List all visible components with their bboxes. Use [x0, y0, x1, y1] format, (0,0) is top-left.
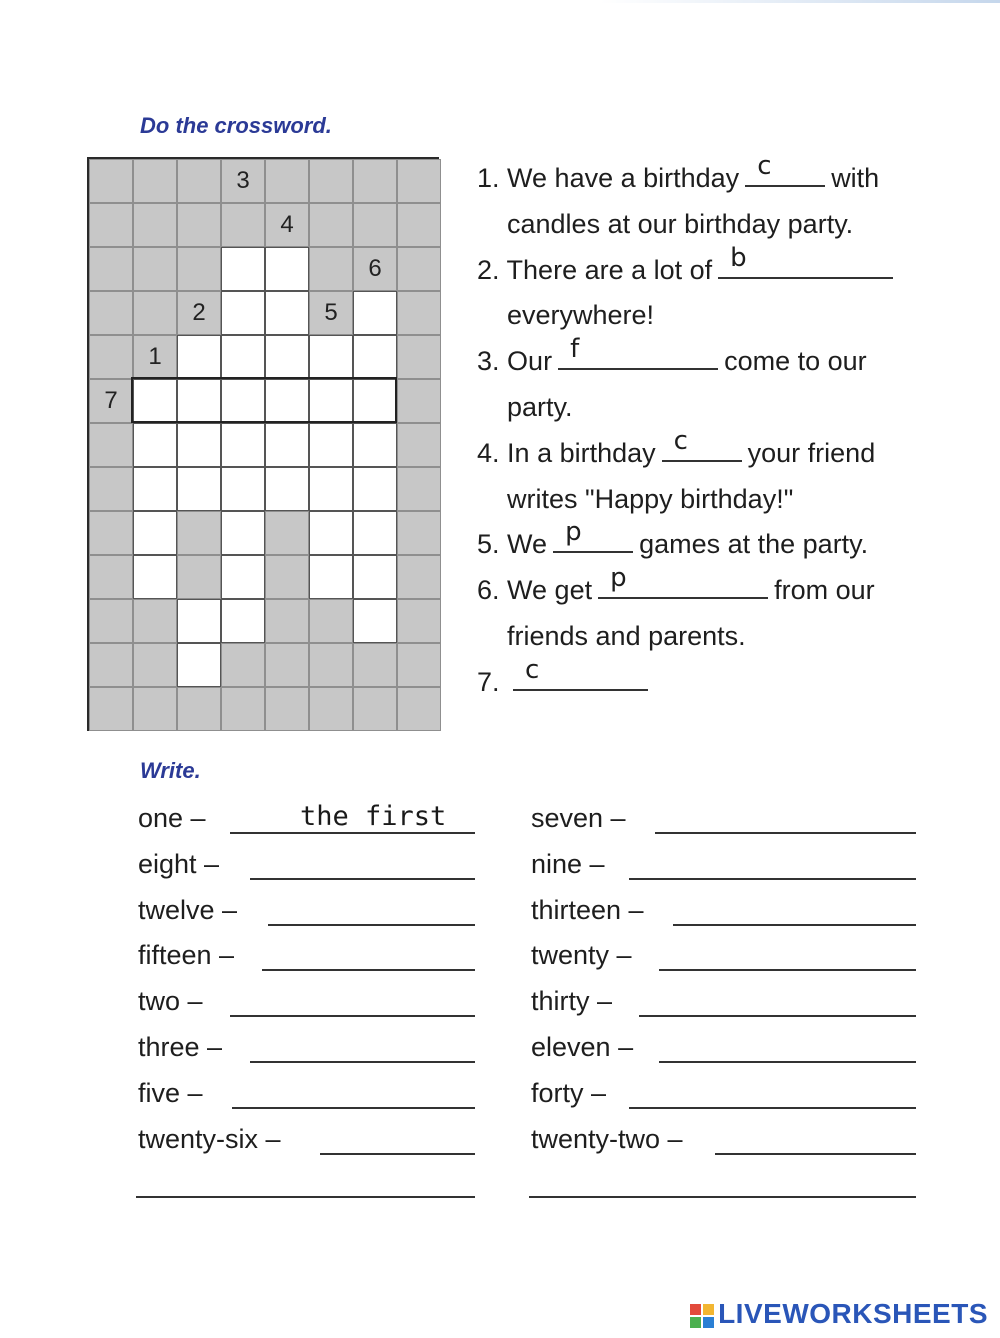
crossword-cell[interactable]: [177, 423, 221, 467]
crossword-cell[interactable]: [133, 423, 177, 467]
ordinal-answer-line[interactable]: [320, 1153, 475, 1155]
clue-num: 5.: [477, 529, 500, 560]
crossword-cell: [89, 423, 133, 467]
clue-line: [477, 151, 880, 201]
crossword-cell: [397, 291, 441, 335]
number-word: eleven –: [531, 1032, 634, 1062]
crossword-cell: [265, 511, 309, 555]
ordinal-answer-line[interactable]: [715, 1153, 916, 1155]
clue-line: [477, 242, 899, 293]
liveworksheets-brand: LIVEWORKSHEETS: [718, 1298, 988, 1329]
clue-text: writes "Happy birthday!": [507, 483, 794, 514]
crossword-cell[interactable]: [309, 423, 353, 467]
crossword-cell: [133, 203, 177, 247]
crossword-cell: [89, 247, 133, 291]
extra-answer-line[interactable]: [529, 1196, 916, 1198]
crossword-cell: [353, 159, 397, 203]
crossword-cell[interactable]: [265, 423, 309, 467]
crossword-cell[interactable]: [221, 555, 265, 599]
ordinal-answer-line[interactable]: [639, 1015, 916, 1017]
clue-text-after: games at the party.: [639, 529, 869, 560]
extra-answer-line[interactable]: [136, 1196, 475, 1198]
answer-blank[interactable]: [745, 151, 825, 187]
number-word: twenty-two –: [531, 1123, 683, 1154]
answer-blank[interactable]: [553, 517, 633, 553]
clue-line: [477, 517, 869, 567]
number-word: twelve –: [138, 894, 238, 925]
crossword-cell[interactable]: [353, 511, 397, 555]
crossword-cell: [89, 599, 133, 643]
crossword-cell[interactable]: [353, 599, 397, 643]
crossword-cell: [133, 247, 177, 291]
crossword-cell: [133, 291, 177, 335]
crossword-cell: [309, 643, 353, 687]
clue-num: 3.: [477, 346, 500, 377]
crossword-cell: [177, 247, 221, 291]
crossword-cell: [309, 203, 353, 247]
number-word: twenty –: [531, 940, 632, 971]
crossword-cell: [265, 555, 309, 599]
answer-blank[interactable]: [662, 425, 742, 462]
crossword-cell[interactable]: [133, 511, 177, 555]
crossword-cell: [309, 687, 353, 731]
write-heading: Write.: [140, 758, 201, 783]
answer-blank[interactable]: [513, 654, 648, 691]
clue-num: 4.: [477, 437, 500, 468]
crossword-cell: [265, 159, 309, 203]
crossword-cell: [397, 423, 441, 467]
crossword-cell[interactable]: [177, 467, 221, 511]
crossword-cell: [89, 687, 133, 731]
crossword-cell[interactable]: [353, 335, 397, 379]
crossword-cell: [353, 643, 397, 687]
clue-continuation: [507, 292, 654, 338]
clue-number-7: 7: [104, 387, 118, 414]
ordinal-answer-line[interactable]: [250, 878, 475, 880]
crossword-cell: [265, 599, 309, 643]
crossword-cell: [397, 203, 441, 247]
crossword-cell: [89, 203, 133, 247]
ordinal-answer-line[interactable]: [655, 832, 916, 834]
clue-continuation: [507, 384, 573, 430]
crossword-cell: [177, 159, 221, 203]
crossword-cell: [265, 687, 309, 731]
clue-text: party.: [507, 392, 573, 422]
crossword-cell[interactable]: [309, 555, 353, 599]
number-word: seven –: [531, 803, 626, 833]
crossword-cell: [133, 599, 177, 643]
hint-letter: b: [730, 242, 747, 273]
crossword-grid: [87, 157, 439, 731]
clue-line: [477, 334, 867, 384]
crossword-cell: [221, 687, 265, 731]
number-word: five –: [138, 1077, 203, 1108]
crossword-cell: [397, 379, 441, 423]
answer-7-outline: [131, 377, 397, 423]
sample-answer: the first: [300, 801, 447, 832]
clue-text-before: Our: [507, 346, 553, 377]
answer-blank[interactable]: [718, 242, 893, 279]
crossword-cell[interactable]: [177, 335, 221, 379]
hint-letter: c: [757, 151, 772, 181]
clue-text-before: In a birthday: [507, 437, 656, 468]
answer-blank[interactable]: [558, 334, 718, 370]
ordinal-answer-line[interactable]: [232, 1107, 475, 1109]
crossword-cell[interactable]: [133, 555, 177, 599]
crossword-cell: [89, 335, 133, 379]
clue-num: 1.: [477, 163, 500, 193]
crossword-cell[interactable]: [177, 599, 221, 643]
clue-number-6: 6: [368, 255, 382, 282]
clue-continuation: [507, 476, 793, 522]
crossword-cell[interactable]: [265, 467, 309, 511]
crossword-cell[interactable]: [309, 511, 353, 555]
crossword-cell[interactable]: [353, 467, 397, 511]
clue-text-after: come to our: [724, 346, 867, 377]
clue-text-after: with: [831, 163, 880, 193]
ordinal-answer-line[interactable]: [673, 924, 916, 926]
liveworksheets-logo-icon: [690, 1304, 714, 1328]
clue-line: [477, 425, 876, 476]
crossword-cell: [309, 599, 353, 643]
crossword-cell: [309, 159, 353, 203]
crossword-cell: [89, 555, 133, 599]
answer-blank[interactable]: [598, 563, 768, 599]
clue-text: everywhere!: [507, 300, 655, 331]
ordinal-answer-line[interactable]: [250, 1061, 475, 1063]
ordinal-answer-line[interactable]: [268, 924, 475, 926]
crossword-cell: [353, 203, 397, 247]
crossword-cell[interactable]: [353, 423, 397, 467]
crossword-cell[interactable]: [133, 467, 177, 511]
number-word: eight –: [138, 848, 220, 879]
crossword-cell: [397, 247, 441, 291]
clue-num: 6.: [477, 575, 500, 606]
crossword-cell: [177, 687, 221, 731]
number-word: nine –: [531, 848, 605, 879]
hint-letter: f: [570, 334, 580, 365]
crossword-cell: [133, 643, 177, 687]
crossword-cell[interactable]: [353, 555, 397, 599]
crossword-cell: [397, 335, 441, 379]
crossword-cell: [397, 555, 441, 599]
number-word: three –: [138, 1032, 223, 1062]
crossword-cell[interactable]: [221, 291, 265, 335]
number-word: thirty –: [531, 986, 613, 1017]
ordinal-answer-line[interactable]: [659, 1061, 916, 1063]
crossword-heading: Do the crossword.: [140, 113, 332, 138]
clue-text: friends and parents.: [507, 621, 746, 651]
clue-num: 7.: [477, 666, 500, 697]
ordinal-answer-line[interactable]: [659, 969, 916, 971]
crossword-cell: [397, 643, 441, 687]
clue-text-before: We: [507, 529, 548, 560]
crossword-cell: [397, 511, 441, 555]
crossword-cell: [221, 203, 265, 247]
crossword-cell[interactable]: [221, 423, 265, 467]
crossword-cell: [309, 247, 353, 291]
crossword-cell[interactable]: [221, 599, 265, 643]
clue-text-before: We get: [507, 575, 593, 606]
ordinal-answer-line[interactable]: [629, 878, 916, 880]
clue-text-after: your friend: [747, 437, 876, 468]
crossword-cell: [89, 643, 133, 687]
crossword-cell[interactable]: [265, 291, 309, 335]
clue-text-after: from our: [774, 575, 875, 606]
crossword-cell[interactable]: [265, 335, 309, 379]
clue-number-5: 5: [324, 299, 338, 326]
clue-number-1: 1: [148, 343, 162, 370]
crossword-cell: [397, 159, 441, 203]
crossword-cell: [89, 291, 133, 335]
crossword-cell[interactable]: [221, 335, 265, 379]
top-edge-line: [600, 0, 1000, 3]
number-word: thirteen –: [531, 894, 644, 925]
clue-number-2: 2: [192, 299, 206, 326]
number-word: one –: [138, 803, 206, 833]
clue-number-3: 3: [236, 167, 250, 194]
crossword-cell: [177, 203, 221, 247]
ordinal-answer-line[interactable]: [230, 1015, 475, 1017]
clue-number-4: 4: [280, 211, 294, 238]
number-word: fifteen –: [138, 940, 235, 971]
hint-letter: c: [673, 425, 688, 456]
ordinal-answer-line[interactable]: [629, 1107, 916, 1109]
crossword-cell[interactable]: [177, 643, 221, 687]
clue-continuation: [507, 613, 746, 659]
crossword-cell: [397, 687, 441, 731]
clue-line: [477, 654, 654, 705]
crossword-cell: [89, 467, 133, 511]
crossword-cell: [177, 555, 221, 599]
hint-letter: p: [610, 563, 627, 594]
crossword-cell: [89, 511, 133, 555]
clue-line: [477, 563, 875, 613]
ordinal-answer-line[interactable]: [230, 832, 475, 834]
number-word: two –: [138, 986, 203, 1017]
crossword-cell: [177, 511, 221, 555]
crossword-cell[interactable]: [353, 291, 397, 335]
crossword-cell[interactable]: [265, 247, 309, 291]
crossword-cell[interactable]: [309, 335, 353, 379]
ordinal-answer-line[interactable]: [262, 969, 475, 971]
crossword-cell: [265, 643, 309, 687]
hint-letter: c: [525, 654, 540, 685]
clue-text-before: There are a lot of: [506, 254, 713, 285]
crossword-cell[interactable]: [221, 511, 265, 555]
crossword-cell: [353, 687, 397, 731]
crossword-cell: [133, 159, 177, 203]
number-word: twenty-six –: [138, 1123, 281, 1154]
crossword-cell: [133, 687, 177, 731]
crossword-cell[interactable]: [221, 467, 265, 511]
crossword-cell[interactable]: [221, 247, 265, 291]
clue-text-before: We have a birthday: [507, 163, 740, 193]
crossword-cell: [397, 467, 441, 511]
number-word: forty –: [531, 1077, 607, 1108]
crossword-cell: [221, 643, 265, 687]
clue-text: candles at our birthday party.: [507, 208, 854, 239]
clue-num: 2.: [477, 254, 500, 285]
crossword-cell: [397, 599, 441, 643]
hint-letter: p: [565, 517, 582, 548]
crossword-cell: [89, 159, 133, 203]
crossword-cell[interactable]: [309, 467, 353, 511]
clue-continuation: [507, 201, 853, 247]
